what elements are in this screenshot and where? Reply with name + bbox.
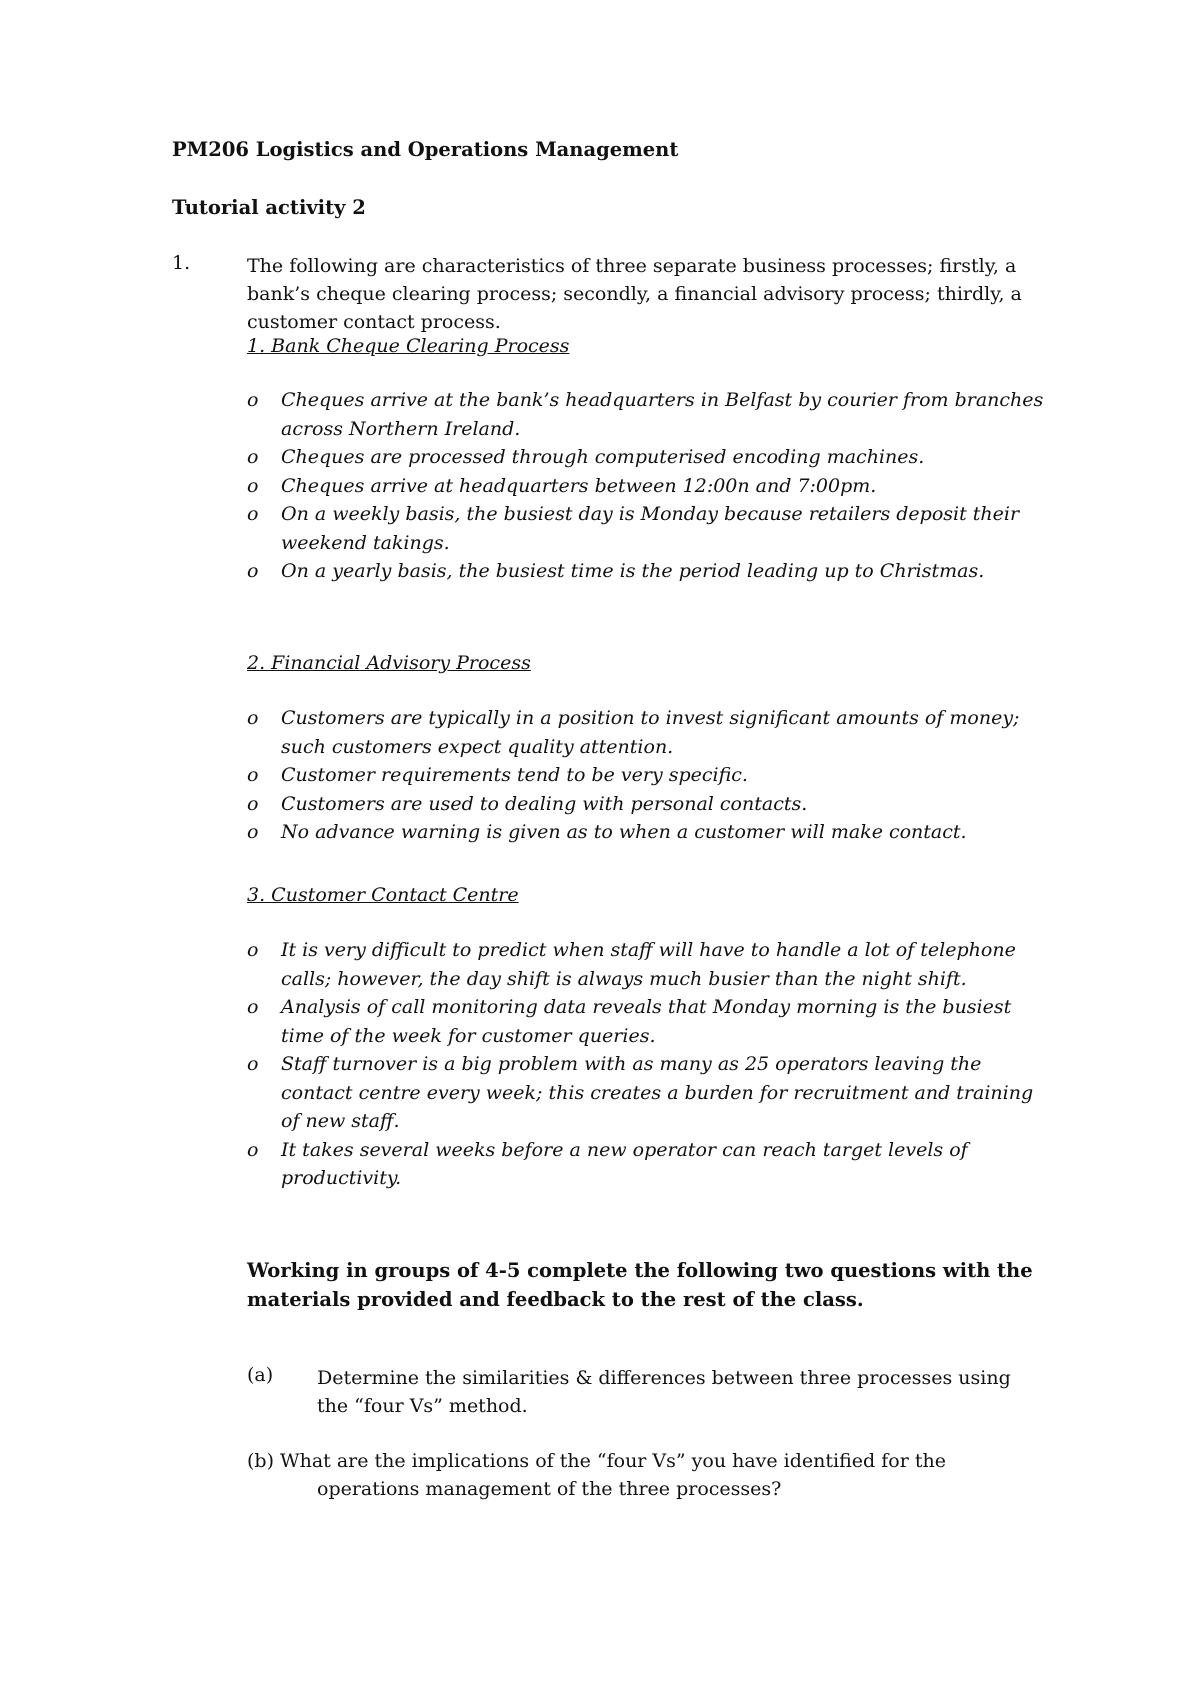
list-item-text: Cheques arrive at the bank’s headquarters in Belfast by courier from branches across Northern Ireland. xyxy=(281,389,1044,440)
list-item xyxy=(247,1050,1047,1136)
list-item-text: Staff turnover is a big problem with as many as 25 operators leaving the contact centre every week; this creates a burden for recruitment and training of new staff. xyxy=(281,1053,1034,1132)
section-heading-bank-cheque: 1. Bank Cheque Clearing Process xyxy=(247,335,570,357)
bullet-marker: o xyxy=(247,707,259,729)
list-item-text: It is very difficult to predict when staff will have to handle a lot of telephone calls; however, the day shift is always much busier than the night shift. xyxy=(281,939,1016,990)
list-item-text: On a weekly basis, the busiest day is Monday because retailers deposit their weekend takings. xyxy=(281,503,1020,554)
list-item-text: Analysis of call monitoring data reveals that Monday morning is the busiest time of the week for customer queries. xyxy=(281,996,1012,1047)
list-item xyxy=(247,790,1047,819)
list-item-text: No advance warning is given as to when a customer will make contact. xyxy=(281,821,967,843)
part-b-line2: operations management of the three processes? xyxy=(317,1478,782,1500)
bullet-marker: o xyxy=(247,474,259,497)
list-item xyxy=(247,936,1047,993)
section-heading-financial-advisory: 2. Financial Advisory Process xyxy=(247,652,531,674)
bullet-list-financial-advisory xyxy=(247,704,1047,847)
bullet-list-bank-cheque xyxy=(247,386,1047,586)
bullet-marker: o xyxy=(247,1138,259,1161)
bullet-list-customer-contact xyxy=(247,936,1047,1193)
bullet-marker: o xyxy=(247,821,259,843)
list-item xyxy=(247,443,1047,472)
list-item-text: Customers are typically in a position to invest significant amounts of money; such customers expect quality attention. xyxy=(281,707,1020,758)
bullet-marker: o xyxy=(247,939,259,961)
list-item-text: Cheques are processed through computerised encoding machines. xyxy=(281,446,925,468)
bullet-marker: o xyxy=(247,446,259,468)
question-number: 1. xyxy=(172,252,191,274)
question-intro: The following are characteristics of three separate business processes; firstly, a bank’s cheque clearing process; secondly, a financial advisory process; thirdly, a customer contact process. xyxy=(247,255,1022,333)
part-a-text: Determine the similarities & differences between three processes using the “four Vs” method. xyxy=(317,1367,1011,1417)
list-item-text: Customers are used to dealing with personal contacts. xyxy=(281,792,808,815)
list-item xyxy=(247,1136,1047,1193)
list-item xyxy=(247,704,1047,761)
list-item-text: On a yearly basis, the busiest time is the period leading up to Christmas. xyxy=(281,560,985,582)
part-a-label: (a) xyxy=(247,1364,274,1386)
bullet-marker: o xyxy=(247,764,259,786)
bullet-marker: o xyxy=(247,1053,259,1075)
part-b-line1: What are the implications of the “four Vs” you have identified for the xyxy=(280,1450,946,1472)
list-item-text: Customer requirements tend to be very specific. xyxy=(281,764,748,786)
document-subtitle: Tutorial activity 2 xyxy=(172,196,366,219)
bullet-marker: o xyxy=(247,389,259,411)
list-item xyxy=(247,993,1047,1050)
list-item xyxy=(247,500,1047,557)
document-title: PM206 Logistics and Operations Management xyxy=(172,138,679,161)
bullet-marker: o xyxy=(247,792,259,815)
bullet-marker: o xyxy=(247,996,259,1018)
list-item xyxy=(247,557,1047,586)
list-item-text: Cheques arrive at headquarters between 12:00n and 7:00pm. xyxy=(281,474,877,497)
list-item-text: It takes several weeks before a new operator can reach target levels of productivity. xyxy=(281,1138,968,1189)
section-heading-customer-contact: 3. Customer Contact Centre xyxy=(247,884,519,906)
list-item xyxy=(247,761,1047,790)
bullet-marker: o xyxy=(247,503,259,525)
list-item xyxy=(247,818,1047,847)
list-item xyxy=(247,472,1047,501)
bullet-marker: o xyxy=(247,560,259,582)
part-b-label: (b) xyxy=(247,1450,274,1472)
group-instruction: Working in groups of 4-5 complete the following two questions with the materials provided and feedback to the rest of the class. xyxy=(247,1259,1033,1311)
part-b xyxy=(247,1447,1047,1503)
list-item xyxy=(247,386,1047,443)
